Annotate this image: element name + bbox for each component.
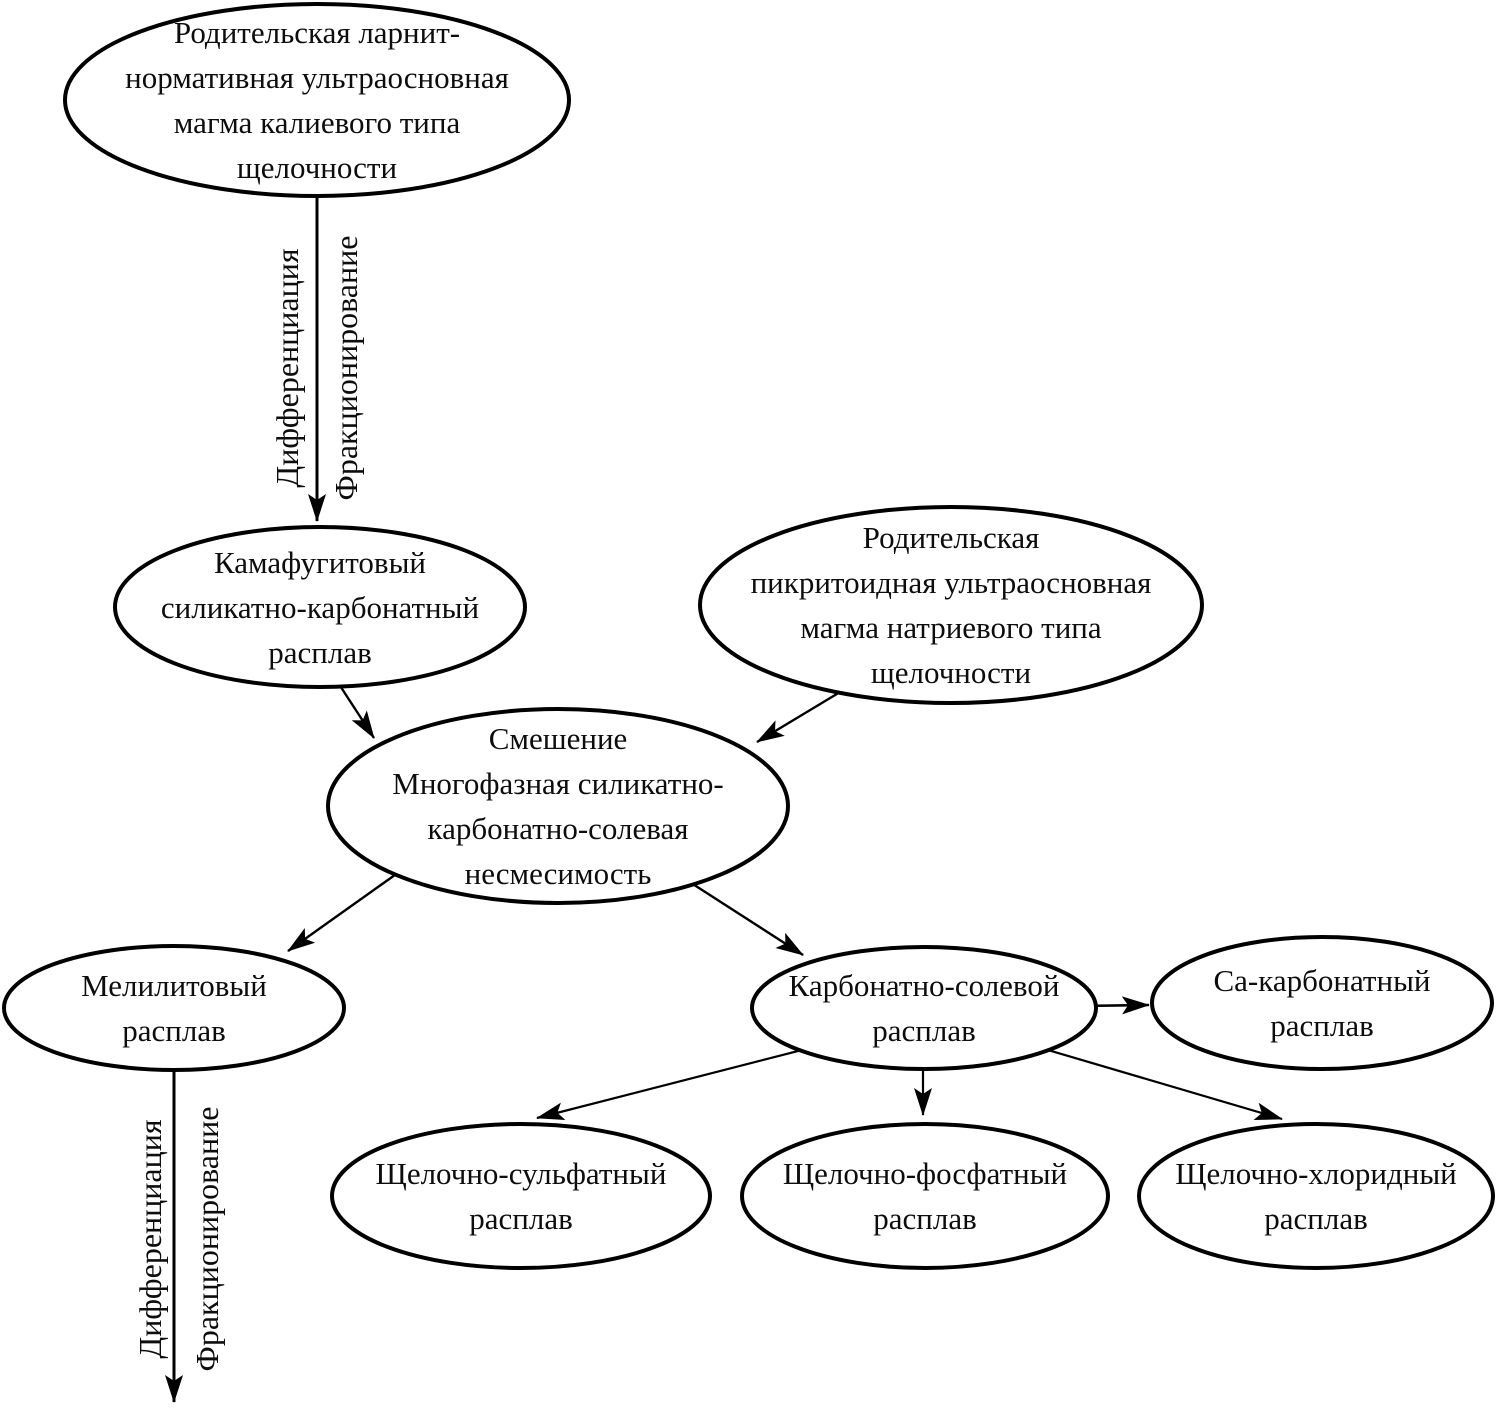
label-line: Смешение	[488, 721, 628, 756]
label-line: расплав	[1264, 1201, 1368, 1236]
node-carbonate-salt-ellipse	[752, 947, 1096, 1069]
label-line: Камафугитовый	[213, 544, 426, 580]
label-line: силикатно-карбонатный	[160, 589, 480, 625]
label-line: магма натриевого типа	[800, 610, 1102, 645]
node-kamafugite-ellipse	[115, 527, 525, 687]
label-line: Щелочно-сульфатный	[375, 1156, 667, 1191]
label-line: расплав	[873, 1201, 977, 1236]
label-line: Родительская	[862, 520, 1040, 555]
label-line: пикритоидная ультраосновная	[750, 565, 1152, 600]
label-line: расплав	[872, 1013, 976, 1048]
label-line: расплав	[268, 634, 372, 670]
label-line: Щелочно-фосфатный	[782, 1156, 1068, 1191]
label-line: расплав	[469, 1201, 573, 1236]
label-line: щелочности	[870, 655, 1032, 690]
label-line: расплав	[122, 1013, 226, 1048]
label-line: щелочности	[236, 150, 398, 185]
label-line: Ca-карбонатный	[1213, 963, 1431, 998]
label-line: нормативная ультраосновная	[125, 60, 509, 95]
fractionation-label-top: Фракционирование	[328, 235, 364, 501]
label-line: несмесимость	[464, 856, 652, 891]
node-alkali-phosphate-ellipse	[742, 1124, 1108, 1268]
differentiation-label-bottom: Дифференциация	[132, 1119, 168, 1359]
node-alkali-sulfate-ellipse	[332, 1124, 710, 1268]
label-line: Щелочно-хлоридный	[1175, 1156, 1457, 1191]
node-melilite-ellipse	[4, 946, 344, 1070]
node-mixing-ellipse	[328, 709, 788, 903]
node-alkali-chloride-ellipse	[1139, 1124, 1493, 1268]
node-parent-sodic-ellipse	[700, 507, 1202, 703]
label-line: Многофазная силикатно-	[392, 766, 724, 801]
differentiation-label-top: Дифференциация	[269, 248, 305, 488]
fractionation-label-bottom: Фракционирование	[189, 1106, 225, 1372]
node-ca-carbonate-ellipse	[1152, 937, 1492, 1069]
label-line: Родительская ларнит-	[173, 15, 461, 50]
label-line: Мелилитовый	[81, 968, 267, 1003]
label-line: магма калиевого типа	[173, 105, 461, 140]
node-parent-potassic-ellipse	[65, 4, 569, 196]
label-line: Карбонатно-солевой	[788, 968, 1060, 1003]
label-line: расплав	[1270, 1008, 1374, 1043]
label-line: карбонатно-солевая	[427, 811, 689, 846]
